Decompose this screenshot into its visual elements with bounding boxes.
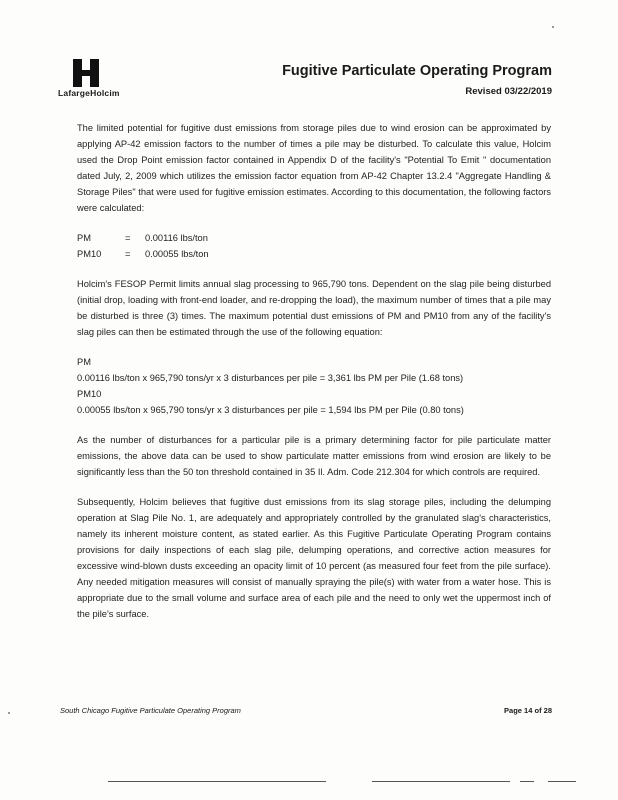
page-number: Page 14 of 28 [504, 706, 552, 715]
revision-date: Revised 03/22/2019 [465, 86, 552, 97]
paragraph-1: The limited potential for fugitive dust emissions from storage piles due to wind erosion can be approximated by applying AP-42 emission factors to the number of times a pile may be disturbed. To calculate this value, Holcim used the Drop Point emission factor contained in Appendix D of the facility's "Potential To Emit " documentation dated July, 2, 2009 which utilizes the emission factor equation from AP-42 Chapter 13.2.4 "Aggregate Handling & Storage Piles" that were used for fugitive emission estimates. According to this documentation, the following factors were calculated: [77, 123, 551, 213]
factor-label: PM [77, 233, 91, 243]
factor-value: 0.00116 lbs/ton [145, 233, 208, 243]
equation-pm-label: PM [77, 357, 91, 367]
factor-label: PM10 [77, 249, 102, 259]
logo-name: LafargeHolcim [58, 88, 120, 98]
equation-pm: 0.00116 lbs/ton x 965,790 tons/yr x 3 disturbances per pile = 3,361 lbs PM per Pile (1.68 tons) [77, 373, 464, 383]
factor-equals: = [125, 233, 131, 243]
factor-equals: = [125, 249, 131, 259]
equation-pm10-label: PM10 [77, 389, 102, 399]
lafargeholcim-logo-icon [72, 58, 100, 88]
factor-row-pm [77, 230, 551, 246]
scan-artifact-rule [520, 781, 534, 782]
scan-artifact-rule [108, 781, 326, 782]
factor-row-pm10 [77, 246, 551, 262]
scan-artifact-rule [372, 781, 510, 782]
equation-pm10: 0.00055 lbs/ton x 965,790 tons/yr x 3 disturbances per pile = 1,594 lbs PM per Pile (0.80 tons) [77, 405, 464, 415]
paragraph-2: Holcim's FESOP Permit limits annual slag processing to 965,790 tons. Dependent on the slag pile being disturbed (initial drop, loading with front-end loader, and re-dropping the load), the maximum number of times that a pile may be disturbed is three (3) times. The maximum potential dust emissions of PM and PM10 from any of the facility's slag piles can then be estimated through the use of the following equation: [77, 279, 551, 337]
scan-artifact-dot [8, 712, 10, 714]
scan-artifact-rule [548, 781, 576, 782]
paragraph-3: As the number of disturbances for a particular pile is a primary determining factor for pile particulate matter emissions, the above data can be used to show particulate matter emissions from wind erosion are likely to be significantly less than the 50 ton threshold contained in 35 Il. Adm. Code 212.304 for which controls are required. [77, 435, 551, 477]
document-body [77, 120, 551, 622]
footer-program-name: South Chicago Fugitive Particulate Operating Program [60, 706, 241, 715]
paragraph-4: Subsequently, Holcim believes that fugitive dust emissions from its slag storage piles, including the delumping operation at Slag Pile No. 1, are adequately and appropriately controlled by the granulated slag's characteristics, namely its inherent moisture content, as stated earlier. As this Fugitive Particulate Operating Program contains provisions for daily inspections of each slag pile, delumping operations, and corrective action measures for excessive wind-blown dusts exceeding an opacity limit of 10 percent (as measured four feet from the pile surface). Any needed mitigation measures will consist of manually spraying the pile(s) with water from a water hose. This is appropriate due to the small volume and surface area of each pile and the need to only wet the uppermost inch of the pile's surface. [77, 497, 551, 619]
scan-artifact-dot [552, 26, 554, 28]
factor-value: 0.00055 lbs/ton [145, 249, 209, 259]
document-title: Fugitive Particulate Operating Program [282, 63, 552, 79]
